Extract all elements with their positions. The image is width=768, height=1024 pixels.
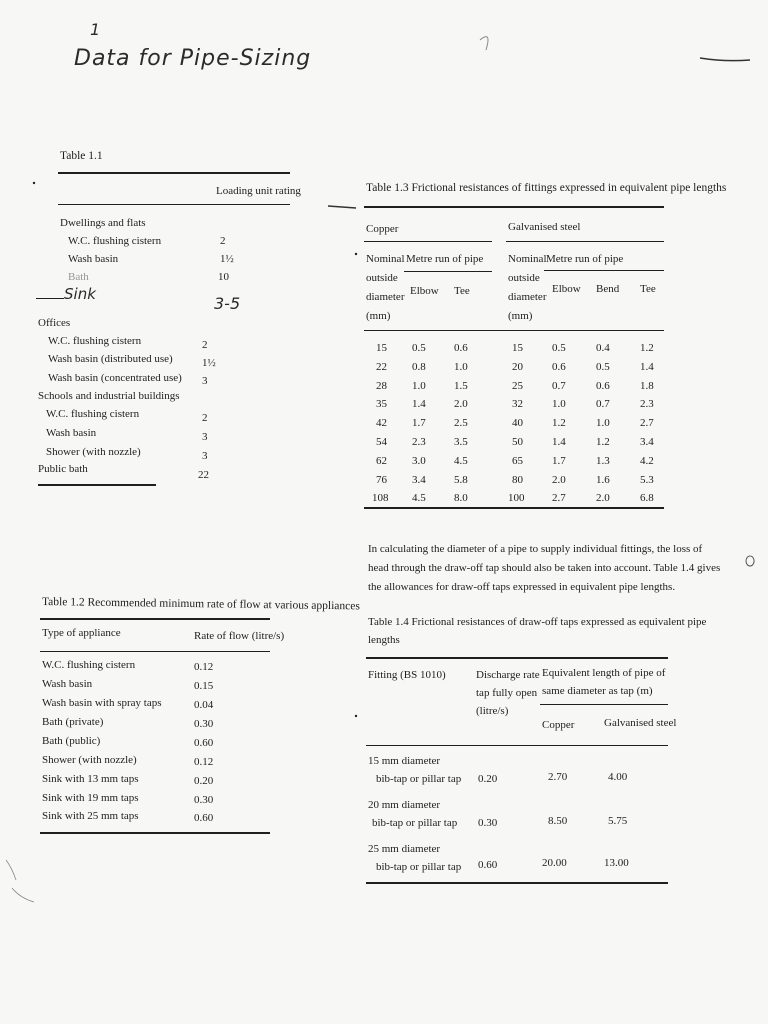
table-1-3-copper-tee-value: 2.0 — [454, 398, 468, 411]
table-1-3-steel-tee-value: 2.3 — [640, 398, 654, 411]
table-1-3-steel-tee-value: 1.4 — [640, 360, 654, 373]
table-1-3-steel-diameter: 20 — [512, 360, 523, 373]
paragraph-line: In calculating the diameter of a pipe to supply individual fittings, the loss of — [368, 543, 703, 555]
table-1-3-steel-bend-value: 1.0 — [596, 417, 610, 430]
table-1-4-fitting-line2: bib-tap or pillar tap — [376, 773, 462, 785]
table-1-1-row-value: 2 — [202, 339, 208, 351]
table-1-2-row-label: Sink with 25 mm taps — [42, 810, 139, 822]
handwritten-title: Data for Pipe-Sizing — [74, 46, 312, 71]
table-1-4-col-discharge: Discharge rate — [476, 669, 540, 681]
table-1-3-copper-tee-value: 0.6 — [454, 342, 468, 354]
table-1-3-copper-nominal: diameter — [366, 291, 405, 303]
table-1-3-steel-bend-value: 1.3 — [596, 454, 610, 467]
table-1-4-fitting-line1: 25 mm diameter — [368, 843, 441, 855]
table-1-2-row-label: Bath (private) — [42, 716, 104, 728]
table-1-3-steel-elbow-value: 1.7 — [552, 454, 566, 467]
table-1-1-row-label: Schools and industrial buildings — [38, 390, 180, 402]
table-1-3-steel-elbow-value: 2.7 — [552, 492, 566, 505]
table-1-3-steel-bend-value: 2.0 — [596, 492, 610, 505]
table-1-1-row-label: Bath — [68, 271, 89, 283]
table-1-4-col-equivalent: Equivalent length of pipe of — [542, 667, 666, 679]
table-1-3-steel-tee: Tee — [640, 283, 656, 295]
table-1-3-copper-diameter: 28 — [376, 379, 387, 392]
table-1-4-fitting-line1: 15 mm diameter — [368, 755, 441, 767]
table-1-4-caption: Table 1.4 Frictional resistances of draw-off taps expressed as equivalent pipe — [368, 616, 707, 628]
handwritten-sink-label: Sink — [64, 285, 96, 303]
table-1-3-copper-tee-value: 2.5 — [454, 417, 468, 430]
table-1-2-row-label: Wash basin with spray taps — [42, 697, 162, 709]
table-1-3-steel-elbow-value: 1.0 — [552, 398, 566, 411]
table-1-1-row-label: Wash basin (distributed use) — [48, 353, 173, 365]
table-1-3-steel-elbow-value: 1.4 — [552, 436, 566, 448]
paragraph-line: head through the draw-off tap should also be taken into account. Table 1.4 gives — [368, 562, 721, 574]
table-1-3-copper-tee-value: 1.0 — [454, 360, 468, 373]
table-1-2-row-value: 0.30 — [194, 718, 214, 730]
table-1-3-steel-bend: Bend — [596, 283, 620, 295]
table-1-3-copper-nominal: (mm) — [366, 310, 391, 322]
table-1-3-copper-tee-value: 5.8 — [454, 473, 468, 486]
table-1-3-steel-diameter: 40 — [512, 417, 523, 430]
table-1-1-row-value: 2 — [220, 235, 226, 247]
table-1-3-copper-elbow: Elbow — [410, 285, 439, 297]
table-1-3-copper-diameter: 76 — [376, 473, 387, 486]
table-1-4-copper: 8.50 — [548, 815, 568, 827]
table-1-3-steel-nominal: diameter — [508, 291, 547, 303]
table-1-4-col-copper: Copper — [542, 719, 575, 731]
table-1-3-steel-tee-value: 4.2 — [640, 454, 654, 467]
table-1-4-steel: 5.75 — [608, 815, 628, 827]
table-1-4-caption-continued: lengths — [368, 634, 400, 646]
handwritten-sink-value: 3-5 — [214, 294, 241, 313]
table-1-3-steel-elbow-value: 2.0 — [552, 473, 566, 486]
table-1-3-copper-elbow-value: 0.8 — [412, 360, 426, 373]
table-1-3-steel-diameter: 32 — [512, 398, 523, 411]
table-1-1-row-value: 3 — [202, 450, 208, 462]
table-1-3-copper-elbow-value: 0.5 — [412, 342, 426, 354]
table-1-3-steel-bend-value: 1.6 — [596, 473, 610, 486]
table-1-2-row-label: Wash basin — [42, 678, 93, 690]
table-1-3-copper-diameter: 35 — [376, 398, 387, 411]
table-1-3-copper-elbow-value: 3.0 — [412, 454, 426, 467]
table-1-4-col-fitting: Fitting (BS 1010) — [368, 669, 446, 681]
table-1-1-row-label: Public bath — [38, 463, 88, 475]
table-1-3-steel-diameter: 15 — [512, 342, 523, 354]
table-1-3-steel-elbow-value: 0.6 — [552, 360, 566, 373]
table-1-1-row-label: W.C. flushing cistern — [68, 235, 162, 247]
table-1-3-steel-nominal: (mm) — [508, 310, 533, 322]
table-1-2-row-label: Sink with 19 mm taps — [42, 792, 139, 804]
table-1-3-steel-bend-value: 0.7 — [596, 398, 610, 411]
table-1-2-caption: Table 1.2 Recommended minimum rate of flow at various appliances — [41, 596, 360, 613]
table-1-2-row-value: 0.60 — [194, 812, 214, 824]
table-1-1-caption: Table 1.1 — [60, 150, 103, 162]
table-1-1-row-label: Wash basin — [46, 427, 97, 439]
table-1-3-copper-elbow-value: 1.4 — [412, 398, 426, 411]
table-1-3-steel-elbow-value: 0.5 — [552, 342, 566, 354]
table-1-1-row-label: Offices — [38, 317, 71, 329]
table-1-1-row-label: Dwellings and flats — [60, 217, 146, 229]
table-1-3-copper-tee-value: 3.5 — [454, 436, 468, 448]
table-1-4-col-steel: Galvanised steel — [604, 717, 677, 729]
table-1-3-copper-elbow-value: 1.0 — [412, 379, 426, 392]
table-1-2-row-label: Bath (public) — [42, 735, 101, 747]
table-1-3-copper-diameter: 54 — [376, 436, 387, 448]
table-1-4-fitting-line2: bib-tap or pillar tap — [376, 861, 462, 873]
table-1-1-row-value: 1½ — [220, 253, 234, 265]
table-1-3-copper-tee-value: 8.0 — [454, 492, 468, 505]
table-1-4-steel: 4.00 — [608, 771, 628, 783]
table-1-3-copper-elbow-value: 4.5 — [412, 492, 426, 505]
table-1-1-row-value: 2 — [202, 412, 208, 424]
table-1-4-rate: 0.60 — [478, 859, 498, 871]
table-1-3-steel-tee-value: 3.4 — [640, 436, 654, 448]
table-1-3-steel-bend-value: 0.4 — [596, 342, 610, 354]
table-1-1-row-value: 3 — [202, 431, 208, 443]
table-1-2-row-value: 0.60 — [194, 737, 214, 749]
table-1-3-steel-tee-value: 1.8 — [640, 379, 654, 392]
table-1-3-steel-tee-value: 1.2 — [640, 342, 654, 354]
table-1-3-copper-diameter: 62 — [376, 454, 387, 467]
table-1-3-steel-nominal: Nominal — [508, 253, 547, 265]
table-1-2-row-value: 0.30 — [194, 794, 214, 806]
table-1-3-steel-elbow-value: 0.7 — [552, 379, 566, 392]
table-1-4-copper: 20.00 — [542, 857, 567, 869]
table-1-3-copper-diameter: 42 — [376, 417, 387, 430]
table-1-3-steel-diameter: 65 — [512, 454, 523, 467]
table-1-3-steel-tee-value: 6.8 — [640, 492, 654, 505]
table-1-1-row-value: 22 — [198, 469, 209, 481]
table-1-2-row-value: 0.12 — [194, 661, 214, 673]
table-1-3-galvanised-heading: Galvanised steel — [508, 221, 581, 233]
table-1-3-copper-diameter: 108 — [372, 492, 389, 505]
table-1-3-steel-bend-value: 0.6 — [596, 379, 610, 392]
table-1-3-steel-elbow-value: 1.2 — [552, 417, 566, 430]
table-1-3-steel-metre-run: Metre run of pipe — [546, 253, 624, 265]
table-1-2-row-label: Sink with 13 mm taps — [42, 773, 139, 785]
handwritten-page-mark: 1 — [90, 20, 101, 39]
table-1-3-copper-diameter: 22 — [376, 360, 387, 373]
table-1-1-row-label: W.C. flushing cistern — [46, 408, 140, 420]
table-1-4-col-equivalent: same diameter as tap (m) — [542, 685, 653, 697]
table-1-4-rate: 0.20 — [478, 773, 498, 785]
table-1-4-copper: 2.70 — [548, 771, 568, 783]
table-1-1-row-label: Shower (with nozzle) — [46, 446, 141, 458]
table-1-1-row-label: W.C. flushing cistern — [48, 335, 142, 347]
table-1-2-row-value: 0.15 — [194, 680, 214, 692]
table-1-3-steel-bend-value: 1.2 — [596, 436, 610, 448]
table-1-3-steel-diameter: 80 — [512, 473, 523, 486]
table-1-3-copper-elbow-value: 3.4 — [412, 473, 426, 486]
table-1-3-copper-tee-value: 1.5 — [454, 379, 468, 392]
table-1-2-row-value: 0.12 — [194, 756, 214, 768]
table-1-3-steel-diameter: 25 — [512, 379, 523, 392]
table-1-2-col-rate: Rate of flow (litre/s) — [194, 630, 285, 642]
table-1-4-rate: 0.30 — [478, 817, 498, 829]
table-1-1-row-value: 10 — [218, 271, 229, 283]
table-1-3-steel-nominal: outside — [508, 272, 540, 284]
table-1-4-fitting-line1: 20 mm diameter — [368, 799, 441, 811]
table-1-2-row-label: W.C. flushing cistern — [42, 659, 136, 671]
table-1-3-copper-nominal: outside — [366, 272, 398, 284]
table-1-1-row-value: 1½ — [202, 357, 216, 369]
table-1-4-col-discharge: tap fully open — [476, 687, 538, 699]
table-1-2-row-value: 0.04 — [194, 699, 214, 711]
table-1-3-steel-bend-value: 0.5 — [596, 360, 610, 373]
table-1-3-steel-diameter: 50 — [512, 436, 523, 448]
table-1-1-row-value: 3 — [202, 375, 208, 387]
table-1-4-col-discharge: (litre/s) — [476, 705, 509, 717]
table-1-1-header: Loading unit rating — [216, 185, 301, 197]
table-1-4-fitting-line2: bib-tap or pillar tap — [372, 817, 458, 829]
table-1-4-steel: 13.00 — [604, 857, 629, 869]
table-1-3-steel-tee-value: 2.7 — [640, 417, 654, 430]
table-1-3-steel-diameter: 100 — [508, 492, 525, 505]
table-1-3-copper-tee-value: 4.5 — [454, 454, 468, 467]
table-1-3-steel-elbow: Elbow — [552, 283, 581, 295]
table-1-3-copper-heading: Copper — [366, 223, 399, 235]
table-1-2-row-label: Shower (with nozzle) — [42, 754, 137, 766]
table-1-3-steel-tee-value: 5.3 — [640, 473, 654, 486]
table-1-1-row-label: Wash basin (concentrated use) — [48, 372, 182, 384]
table-1-3-copper-tee: Tee — [454, 285, 470, 297]
table-1-2-row-value: 0.20 — [194, 775, 214, 787]
table-1-3-caption: Table 1.3 Frictional resistances of fittings expressed in equivalent pipe lengths — [366, 182, 727, 194]
paragraph-line: the allowances for draw-off taps expressed in equivalent pipe lengths. — [368, 581, 676, 593]
table-1-3-copper-diameter: 15 — [376, 342, 387, 354]
table-1-3-copper-elbow-value: 1.7 — [412, 417, 426, 430]
table-1-2-col-type: Type of appliance — [42, 627, 121, 639]
table-1-1-row-label: Wash basin — [68, 253, 119, 265]
table-1-3-copper-nominal: Nominal — [366, 253, 405, 265]
table-1-3-copper-metre-run: Metre run of pipe — [406, 253, 484, 265]
table-1-3-copper-elbow-value: 2.3 — [412, 436, 426, 448]
